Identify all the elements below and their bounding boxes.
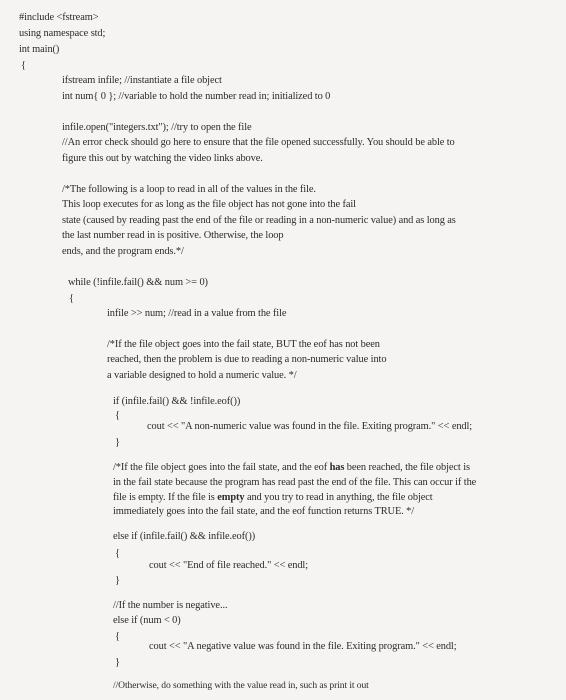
code-line-else-if-eof-open-brace: { xyxy=(115,548,120,559)
code-line-while-open-brace: { xyxy=(69,293,74,304)
code-line-nonnumeric-output: cout << "A non-numeric value was found in the file. Exiting program." << endl; xyxy=(147,421,473,432)
code-line-nonnumeric-comment-2: reached, then the problem is due to reading a non-numeric value into xyxy=(107,354,387,365)
code-line-else-if-negative-open-brace: { xyxy=(115,631,120,642)
code-line-loop-comment-1: /*The following is a loop to read in all of the values in the file. xyxy=(62,184,316,195)
code-line-else-if-negative: else if (num < 0) xyxy=(113,615,181,626)
code-line-eof-comment-3: file is empty. If the file is empty and you try to read in anything, the file object xyxy=(113,492,433,503)
code-line-else-if-eof-close-brace: } xyxy=(115,575,120,586)
code-line-else-if-negative-close-brace: } xyxy=(115,657,120,668)
code-line-loop-comment-5: ends, and the program ends.*/ xyxy=(62,246,184,257)
code-line-negative-comment: //If the number is negative... xyxy=(113,600,228,611)
code-line-if-open-brace: { xyxy=(115,410,120,421)
code-line-num-declaration: int num{ 0 }; //variable to hold the number read in; initialized to 0 xyxy=(62,91,331,102)
code-line-using-namespace: using namespace std; xyxy=(19,28,106,39)
code-line-read-value: infile >> num; //read in a value from the file xyxy=(107,308,287,319)
code-line-eof-output: cout << "End of file reached." << endl; xyxy=(149,560,309,571)
code-line-error-check-comment-1: //An error check should go here to ensure that the file opened successfully. You should be able to xyxy=(62,137,455,148)
code-line-nonnumeric-comment-1: /*If the file object goes into the fail state, BUT the eof has not been xyxy=(107,339,380,350)
code-line-main-open-brace: { xyxy=(21,60,26,71)
code-line-main-signature: int main() xyxy=(19,44,60,55)
code-line-eof-comment-1: /*If the file object goes into the fail state, and the eof has been reached, the file object is xyxy=(113,462,470,473)
code-line-file-open: infile.open("integers.txt"); //try to open the file xyxy=(62,122,252,133)
code-line-otherwise-comment: //Otherwise, do something with the value read in, such as print it out xyxy=(113,680,369,691)
code-line-eof-comment-2: in the fail state because the program has read past the end of the file. This can occur if the xyxy=(113,477,477,488)
code-line-nonnumeric-comment-3: a variable designed to hold a numeric value. */ xyxy=(107,370,297,381)
code-line-ifstream-declaration: ifstream infile; //instantiate a file object xyxy=(62,75,222,86)
code-line-eof-comment-4: immediately goes into the fail state, and the eof function returns TRUE. */ xyxy=(113,506,415,517)
code-line-if-nonnumeric: if (infile.fail() && !infile.eof()) xyxy=(113,396,241,407)
code-line-error-check-comment-2: figure this out by watching the video links above. xyxy=(62,153,263,164)
code-line-while-condition: while (!infile.fail() && num >= 0) xyxy=(68,277,208,288)
code-line-loop-comment-2: This loop executes for as long as the file object has not gone into the fail xyxy=(62,199,356,210)
code-line-else-if-eof: else if (infile.fail() && infile.eof()) xyxy=(113,531,256,542)
code-line-if-close-brace: } xyxy=(115,437,120,448)
code-line-loop-comment-3: state (caused by reading past the end of the file or reading in a non-numeric value) and as long as xyxy=(62,215,456,226)
code-line-include: #include <fstream> xyxy=(19,12,99,23)
code-line-negative-output: cout << "A negative value was found in the file. Exiting program." << endl; xyxy=(149,641,457,652)
code-line-loop-comment-4: the last number read in is positive. Otherwise, the loop xyxy=(62,230,284,241)
